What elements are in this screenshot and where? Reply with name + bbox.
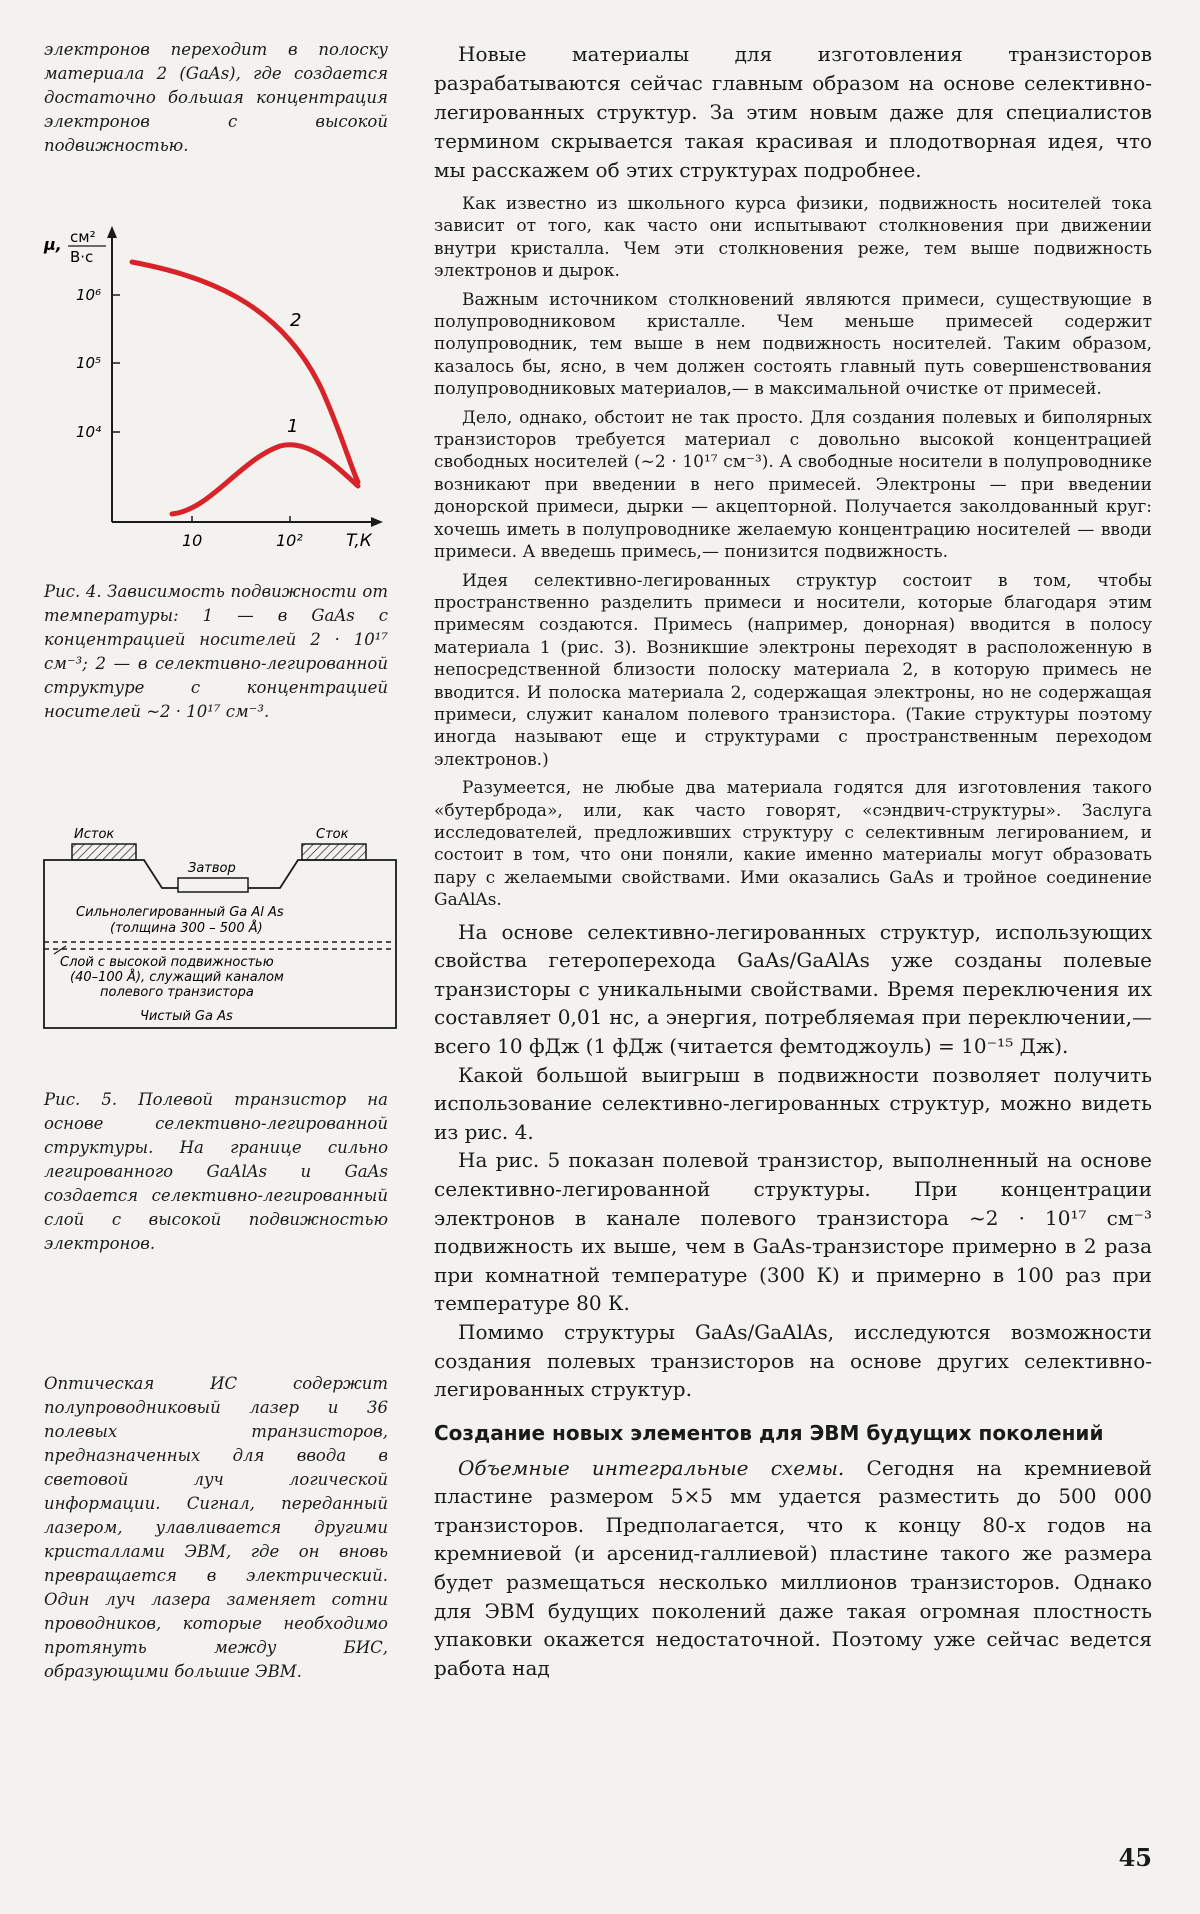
page-number: 45 — [1118, 1843, 1152, 1872]
layer2-label-line2: (40–100 Å), служащий каналом — [70, 970, 284, 985]
paragraph-lead-italic: Объемные интегральные схемы. — [458, 1455, 845, 1480]
paragraph: Дело, однако, обстоит не так просто. Для создания полевых и биполярных транзисторов требуется материал с довольно высокой концентрацией свободных носителей (~2 · 10¹⁷ см⁻³). А свободные носители в полупроводнике возникают при введении в него примесей. Электроны — при введении донорской примеси, дырки — акцепторной. Получается заколдованный круг: хочешь иметь в полупроводнике желаемую концентрацию носителей — вводи примеси. А введешь примесь,— понизится подвижность. — [434, 407, 1152, 563]
figure-4-caption — [44, 580, 388, 724]
y-axis-arrow — [107, 226, 117, 238]
layer2-label-line3: полевого транзистора — [100, 985, 254, 1000]
x-tick-label: 10 — [182, 531, 203, 550]
main-article — [434, 40, 1152, 1682]
paragraph — [434, 1454, 1152, 1683]
layer1-label-line1: Сильнолегированный Ga Al As — [76, 905, 284, 920]
x-tick-label: 10² — [276, 531, 303, 550]
paragraph: Разумеется, не любые два материала годятся для изготовления такого «бутерброда», или, как часто говорят, «сэндвич-структуры». Заслуга исследователей, предложивших структуру с селективным легированием, и состоит в том, что они поняли, какие именно материалы могут образовать пару с желаемыми свойствами. Ими оказались GaAs и тройное соединение GaAlAs. — [434, 778, 1152, 911]
gate-label: Затвор — [188, 861, 236, 876]
paragraph: Какой большой выигрыш в подвижности позволяет получить использование селективно-легированных структур, можно видеть из рис. 4. — [434, 1062, 1152, 1144]
paragraph: На основе селективно-легированных структур, использующих свойства гетероперехода GaAs/GaAlAs уже созданы полевые транзисторы с уникальными свойствами. Время переключения их составляет 0,01 нс, а энергия, потребляемая при переключении,— всего 10 фДж (1 фДж (читается фемтоджоуль) = 10⁻¹⁵ Дж). — [434, 919, 1152, 1058]
x-axis-arrow — [371, 517, 383, 527]
x-axis-label: T,К — [346, 531, 372, 551]
figure-4-mobility-chart — [40, 220, 400, 565]
source-label: Исток — [74, 827, 115, 842]
figure-5-transistor-diagram — [40, 820, 400, 1055]
source-contact — [72, 844, 136, 860]
y-unit-den: В·с — [70, 248, 94, 266]
paragraph: Идея селективно-легированных структур состоит в том, чтобы пространственно разделить примеси и носители, которые благодаря этим примесям создаются. Примесь (например, донорная) вводится в полосу материала 1 (рис. 3). Возникшие электроны переходят в расположенную в непосредственной близости полоску материала 2, в которую примесь не вводится. И полоска материала 2, содержащая электроны, но не содержащая примеси, служит каналом полевого транзистора. (Такие структуры поэтому иногда называют еще и структурами с пространственным переходом электронов.) — [434, 570, 1152, 770]
side-note-bottom — [44, 1372, 388, 1684]
figure-5-caption-text: Рис. 5. Полевой транзистор на основе селективно-легированной структуры. На границе сильно легированного GaAlAs и GaAs создается селективно-легированный слой с высокой подвижностью электронов. — [44, 1090, 388, 1253]
paragraph: Важным источником столкновений являются примеси, существующие в полупроводниковом кристалле. Чем меньше примесей содержит полупроводник, тем выше в нем подвижность носителей. Таким образом, казалось бы, ясно, в чем должен состоять главный путь совершенствования полупроводниковых материалов,— в максимальной очистке от примесей. — [434, 289, 1152, 400]
paragraph-body: Сегодня на кремниевой пластине размером 5×5 мм удается разместить до 500 000 транзисторов. Предполагается, что к концу 80-х годов на кремниевой (и арсенид-галлиевой) пластине такого же размера будет размещаться несколько миллионов транзисторов. Однако для ЭВМ будущих поколений даже такая огромная плостность упаковки окажется недостаточной. Поэтому уже сейчас ведется работа над — [434, 1455, 1152, 1680]
curve-1-gaas — [172, 445, 358, 514]
y-unit-num: см² — [70, 228, 96, 246]
paragraph: Новые материалы для изготовления транзисторов разрабатываются сейчас главным образом на основе селективно-легированных структур. За этим новым даже для специалистов термином скрывается такая красивая и плодотворная идея, что мы расскажем об этих структурах подробнее. — [434, 42, 1152, 182]
gate-contact — [178, 878, 248, 892]
paragraph: Помимо структуры GaAs/GaAlAs, исследуются возможности создания полевых транзисторов на основе других селективно-легированных структур. — [434, 1319, 1152, 1402]
side-note-top — [44, 38, 388, 158]
section-heading: Создание новых элементов для ЭВМ будущих поколений — [434, 1420, 1104, 1445]
y-tick-label: 10⁶ — [76, 286, 102, 304]
y-unit-symbol: μ, — [44, 235, 62, 254]
curve-2-selective-structure — [132, 262, 358, 482]
curve-1-label: 1 — [287, 416, 299, 437]
drain-label: Сток — [316, 827, 349, 842]
layer3-label: Чистый Ga As — [140, 1009, 233, 1024]
side-note-top-text: электронов переходит в полоску материала 2 (GaAs), где создается достаточно большая концентрация электронов с высокой подвижностью. — [44, 40, 388, 155]
drain-contact — [302, 844, 366, 860]
curve-2-label: 2 — [290, 310, 302, 331]
channel-pointer — [54, 946, 66, 954]
layer2-label-line1: Слой с высокой подвижностью — [60, 955, 274, 970]
y-tick-label: 10⁵ — [76, 354, 102, 372]
figure-5-caption — [44, 1088, 388, 1256]
side-note-bottom-text: Оптическая ИС содержит полупроводниковый лазер и 36 полевых транзисторов, предназначенных для ввода в световой луч логической информации. Сигнал, переданный лазером, улавливается другими кристаллами ЭВМ, где он вновь превращается в электрический. Один луч лазера заменяет сотни проводников, которые необходимо протянуть между БИС, образующими большие ЭВМ. — [44, 1374, 388, 1681]
figure-4-caption-text: Рис. 4. Зависимость подвижности от температуры: 1 — в GaAs с концентрацией носителей 2 · 10¹⁷ см⁻³; 2 — в селективно-легированной структуре с концентрацией носителей ~2 · 10¹⁷ см⁻³. — [44, 582, 388, 721]
y-tick-label: 10⁴ — [76, 423, 102, 441]
paragraph: Как известно из школьного курса физики, подвижность носителей тока зависит от того, как часто они испытывают столкновения при движении внутри кристалла. Чем эти столкновения реже, тем выше подвижность электронов и дырок. — [434, 194, 1152, 282]
layer1-label-line2: (толщина 300 – 500 Å) — [110, 921, 263, 936]
paragraph: На рис. 5 показан полевой транзистор, выполненный на основе селективно-легированной структуры. При концентрации электронов в канале полевого транзистора ~2 · 10¹⁷ см⁻³ подвижность их выше, чем в GaAs-транзисторе примерно в 2 раза при комнатной температуре (300 К) и примерно в 100 раз при температуре 80 К. — [434, 1148, 1152, 1316]
